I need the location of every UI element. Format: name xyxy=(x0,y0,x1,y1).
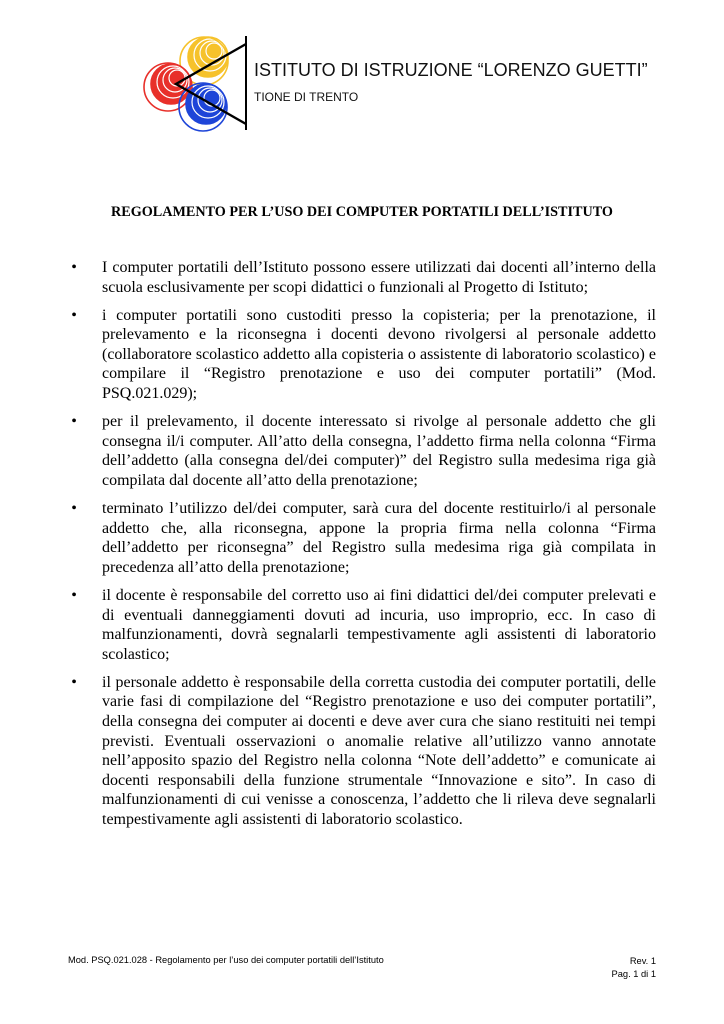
rule-text: i computer portatili sono custoditi presso la copisteria; per la prenotazione, il prelevamento e la riconsegna i docenti devono rivolgersi al personale addetto (collaboratore scolastico addetto alla copisteria o assistente di laboratorio scolastico) e compilare il “Registro prenotazione e uso dei computer portatili” (Mod. PSQ.021.029); xyxy=(102,306,656,403)
rule-text: terminato l’utilizzo del/dei computer, sarà cura del docente restituirlo/i al personale addetto che, alla riconsegna, appone la propria firma nella colonna “Firma dell’addetto per riconsegna” del Registro sulla medesima riga già compilata in precedenza all’atto della prenotazione; xyxy=(102,500,656,576)
rule-text: per il prelevamento, il docente interessato si rivolge al personale addetto che gli consegna il/i computer. All’atto della consegna, l’addetto firma nella colonna “Firma dell’addetto (alla consegna del/dei computer)” del Registro sulla medesima riga già compilata dal docente all’atto della prenotazione; xyxy=(102,413,656,489)
bullet-icon: • xyxy=(71,500,77,518)
rule-item xyxy=(68,499,656,577)
bullet-icon: • xyxy=(71,673,77,691)
footer-page-info xyxy=(612,955,656,981)
rule-item xyxy=(68,306,656,404)
rule-item xyxy=(68,586,656,664)
rule-item xyxy=(68,673,656,830)
rule-text: I computer portatili dell’Istituto possono essere utilizzati dai docenti all’interno della scuola esclusivamente per scopi didattici o funzionali al Progetto di Istituto; xyxy=(102,259,656,296)
rule-text: il personale addetto è responsabile della corretta custodia dei computer portatili, delle varie fasi di compilazione del “Registro prenotazione e uso dei computer portatili”, della consegna dei computer ai docenti e deve aver cura che siano restituiti nei tempi previsti. Eventuali osservazioni o anomalie relative all’utilizzo vanno annotate nell’apposito spazio del Registro nella colonna “Note dell’addetto” e comunicate ai docenti responsabili della funzione strumentale “Innovazione e sito”. In caso di malfunzionamenti di cui venisse a conoscenza, l’addetto che li rileva deve segnalarli tempestivamente agli assistenti di laboratorio scolastico. xyxy=(102,673,656,828)
document-title: REGOLAMENTO PER L’USO DEI COMPUTER PORTATILI DELL’ISTITUTO xyxy=(111,204,613,220)
rule-item xyxy=(68,412,656,490)
bullet-icon: • xyxy=(71,306,77,324)
rules-list xyxy=(68,258,656,838)
institute-name: ISTITUTO DI ISTRUZIONE “LORENZO GUETTI” xyxy=(254,60,648,80)
institute-logo xyxy=(138,32,248,132)
institute-city: TIONE DI TRENTO xyxy=(254,90,359,104)
footer-revision: Rev. 1 xyxy=(629,956,656,966)
bullet-icon: • xyxy=(71,259,77,276)
footer-page-number: Pag. 1 di 1 xyxy=(611,969,656,979)
footer-module: Mod. PSQ.021.028 - Regolamento per l’uso dei computer portatili dell’Istituto xyxy=(68,955,384,965)
bullet-icon: • xyxy=(71,586,77,604)
bullet-icon: • xyxy=(71,413,77,431)
rule-text: il docente è responsabile del corretto uso ai fini didattici del/dei computer prelevati e di eventuali danneggiamenti dovuti ad incuria, uso improprio, ecc. In caso di malfunzionamenti, dovrà segnalarli tempestivamente agli assistenti di laboratorio scolastico; xyxy=(102,586,656,663)
rule-item xyxy=(68,258,656,297)
